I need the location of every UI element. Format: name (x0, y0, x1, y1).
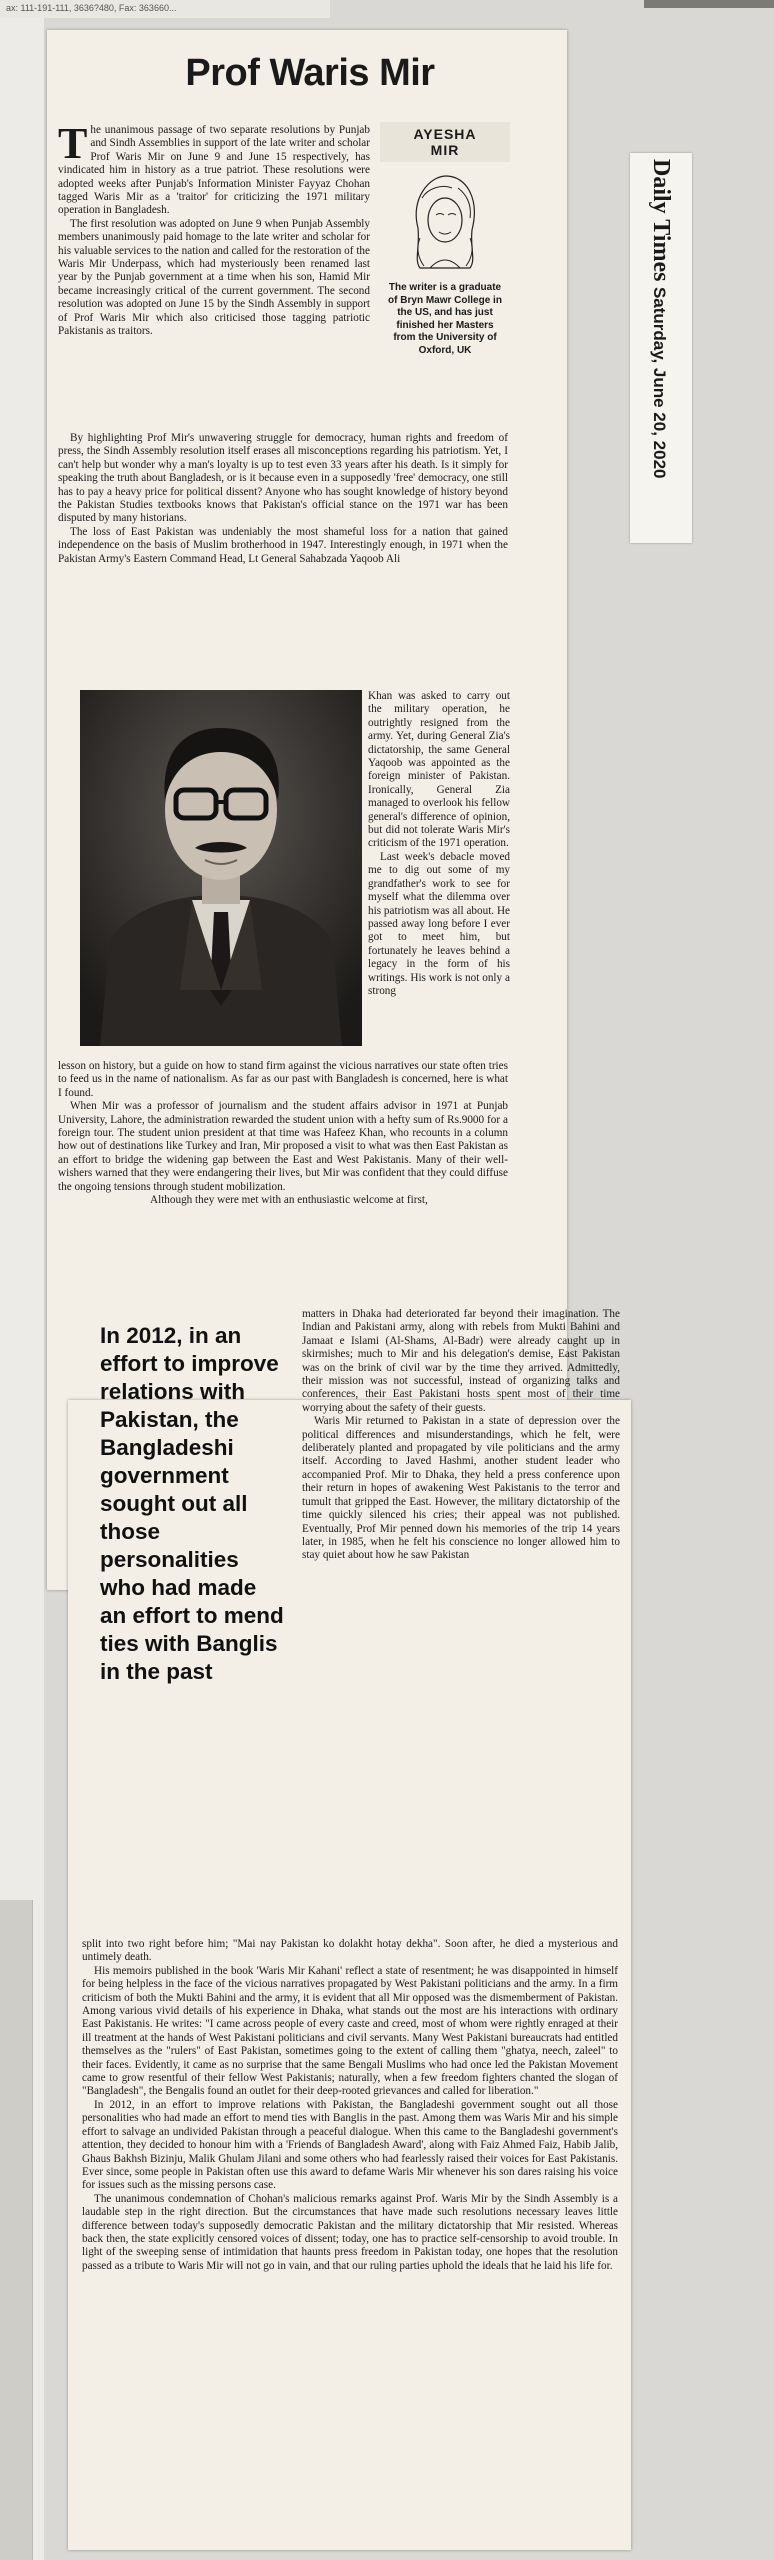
paragraph: When Mir was a professor of journalism and the student affairs advisor in 1971 at Punjab University, Lahore, the administration rewarded the student union with a hefty sum of Rs.9000 for a foreign tour. The student union president at that time was Hafeez Khan, who recounts in a column how out of destinations like Turkey and Iran, Mir proposed a visit to what was then East Pakistan as an effort to bridge the widening gap between the East and West Pakistanis. Many of their well-wishers warned that they were endangering their lives, but Mir was confident that they could diffuse the ongoing tensions through student mobilization. (58, 1100, 508, 1193)
paragraph: The unanimous condemnation of Chohan's malicious remarks against Prof. Waris Mir by the Sindh Assembly is a laudable step in the right direction. But the circumstances that have made such resolutions necessary leaves little difference between today's supposedly democratic Pakistan and the military dictatorship that Mir resisted. Whereas back then, the state explicitly censored voices of dissent; today, one has to practice self-censorship to avoid trouble. In light of the sweeping sense of intimidation that haunts press freedom in Pakistan today, one hopes that the resolution passed as a tribute to Waris Mir will not go in vain, and that our ruling parties uphold the ideals that he laid his life for. (82, 2192, 618, 2272)
byline-box (380, 122, 510, 357)
paragraph: In 2012, in an effort to improve relations with Pakistan, the Bangladeshi government sought out all those personalities who had made an effort to mend ties with Banglis in the past. Among them was Waris Mir and his simple effort to salvage an undivided Pakistan through a peaceful dialogue. When this came to the Bangladeshi government's attention, they decided to honour him with a 'Friends of Bangladesh Award', along with Faiz Ahmed Faiz, Habib Jalib, Ghaus Bakhsh Bizinju, Malik Ghulam Jilani and some others who had fearlessly raised their voices for East Pakistanis. Ever since, some people in Pakistan often use this award to defame Waris Mir whenever his son dares raising his voice for issues such as the missing persons case. (82, 2098, 618, 2192)
portrait-photo-illustration (80, 690, 362, 1046)
newspaper-name: Daily Times (648, 159, 674, 282)
newspaper-masthead-tag (630, 153, 692, 543)
paragraph-text: he unanimous passage of two separate resolutions by Punjab and Sindh Assemblies in support of the late writer and scholar Prof Waris Mir on June 9 and June 15 respectively, has vindicated him in history as a true patriot. These resolutions were adopted weeks after Punjab's Information Minister Fayyaz Chohan tagged Waris Mir as a 'traitor' for criticizing the 1971 military operation in Bangladesh. (58, 124, 370, 217)
article-body-block-3 (82, 1938, 618, 2273)
masthead-text (647, 159, 674, 478)
waris-mir-photo (80, 690, 362, 1046)
article-column-beside-photo (368, 690, 510, 998)
scrap-dark-edge (644, 0, 774, 8)
paragraph: lesson on history, but a guide on how to stand firm against the vicious narratives our state often tries to feed us in the name of nationalism. As far as our past with Bangladesh is concerned, here is what I found. (58, 1060, 508, 1099)
publication-date: Saturday, June 20, 2020 (650, 286, 669, 479)
drop-cap: T (58, 119, 88, 168)
paragraph: matters in Dhaka had deteriorated far beyond their imagination. The Indian and Pakistani army, along with rebels from Mukti Bahini and Jamaat e Islami (Al-Shams, Al-Badr) were already caught up in skirmishes; much to Mir and his delegation's demise, East Pakistan was on the brink of civil war by the time they arrived. Admittedly, their mission was not successful, instead of organizing talks and conferences, their East Pakistani hosts spent most of their time worrying about the safety of their guests. (302, 1308, 620, 1414)
paragraph: Khan was asked to carry out the military operation, he outrightly resigned from the army. Yet, during General Zia's dictatorship, the same General Yaqoob was appointed as the foreign minister of Pakistan. Ironically, General Zia managed to overlook his fellow general's difference of opinion, but did not tolerate Waris Mir's criticism of the 1971 operation. (368, 690, 510, 850)
article-title: Prof Waris Mir (185, 52, 435, 94)
scrap-header-strip: ax: 111-191-111, 3636?480, Fax: 363660... (0, 0, 330, 18)
paragraph: By highlighting Prof Mir's unwavering struggle for democracy, human rights and freedom of press, the Sindh Assembly resolution itself erases all misconceptions regarding his patriotism. Yet, I can't help but wonder why a man's loyalty is up to test even 33 years after his death. Is it simply for speaking the truth about Bangladesh, or is it because even in a supposedly 'free' democracy, one still has to pay a heavy price for political dissent? Anyone who has sought knowledge of history beyond the Pakistan Studies textbooks knows that Pakistan's official stance on the 1971 war has been disputed by many historians. (58, 432, 508, 525)
paragraph: Although they were met with an enthusiastic welcome at first, (150, 1194, 428, 1207)
paragraph: His memoirs published in the book 'Waris Mir Kahani' reflect a state of resentment; he was disappointed in himself for being helpless in the face of the vicious narratives propagated by West Pakistani politicians and the army. In a firm criticism of both the Mukti Bahini and the army, it is evident that all Mir opposed was the dismemberment of Pakistan. Among various vivid details of his experience in Dhaka, what stands out the most are his interactions with ordinary East Pakistanis. He writes: "I came across people of every caste and creed, most of whom were rightly enraged at their ill treatment at the hands of West Pakistani politicians and civil servants. Many West Pakistani bureaucrats had entitled themselves as the "rulers" of East Pakistan, sometimes going to the extent of calling them "ghatya, neech, zaleel" to their faces. Evidently, it came as no surprise that the same Bengali Muslims who had once led the Pakistan Movement came to grow resentful of their fellow West Pakistanis; naturally, when a few freedom fighters chanted the slogan of "Bangladesh", the Bengalis found an outlet for their deep-rooted grievances and called for liberation." (82, 1964, 618, 2098)
left-margin-strip (0, 1900, 33, 2560)
author-name-line2: MIR (430, 142, 460, 158)
author-bio: The writer is a graduate of Bryn Mawr College in the US, and has just finished her Masters from the University of Oxford, UK (388, 282, 502, 356)
paragraph: The loss of East Pakistan was undeniably the most shameful loss for a nation that gained independence on the basis of Muslim brotherhood in 1947. Interestingly enough, in 1971 when the Pakistan Army's Eastern Command Head, Lt General Sahabzada Yaqoob Ali (58, 525, 508, 565)
article-column-intro (58, 119, 370, 339)
paragraph: The first resolution was adopted on June 9 when Punjab Assembly members unanimously paid homage to the late writer and scholar for his valuable services to the nation and called for the restoration of the Waris Mir Underpass, which had mysteriously been renamed last year by the Punjab government at a time when his son, Hamid Mir became increasingly critical of the current government. The second resolution was adopted on June 15 by the Sindh Assembly in support of Prof Waris Mir which also criticised those tagging patriotic Pakistanis as traitors. (58, 217, 370, 338)
paragraph: Last week's debacle moved me to dig out some of my grandfather's work to see for myself what the dilemma over his patriotism was all about. He passed away long before I ever got to meet him, but fortunately he leaves behind a legacy in the form of his writings. His work is not only a strong (368, 850, 510, 997)
paragraph: Waris Mir returned to Pakistan in a state of depression over the political differences and misunderstandings, which he felt, were deliberately planted and propagated by vile politicians and the army itself. According to Javed Hashmi, another student leader who accompanied Prof. Mir to Dhaka, they held a press conference upon their return in hopes of awakening West Pakistanis to the terror and tumult that gripped the East. However, the military dictatorship of the time quickly silenced his cries; their appeal was not published. Eventually, Prof Mir penned down his memories of the trip 14 years later, in 1985, when he felt his conscience no longer allowed him to stay quiet about how he saw Pakistan (302, 1415, 620, 1562)
article-body-block-1 (58, 432, 508, 566)
author-name-line1: AYESHA (413, 126, 477, 142)
article-body-block-2 (58, 1060, 508, 1207)
author-portrait-sketch (400, 168, 490, 278)
author-name (380, 122, 510, 162)
paragraph (58, 119, 370, 218)
article-column-right (302, 1308, 620, 1563)
paragraph: split into two right before him; "Mai nay Pakistan ko dolakht hotay dekha". Soon after, he died a mysterious and untimely death. (82, 1938, 618, 1964)
pull-quote: In 2012, in an effort to improve relations with Pakistan, the Bangladeshi government sought out all those personalities who had made an effort to mend ties with Banglis in the past (100, 1323, 284, 1684)
